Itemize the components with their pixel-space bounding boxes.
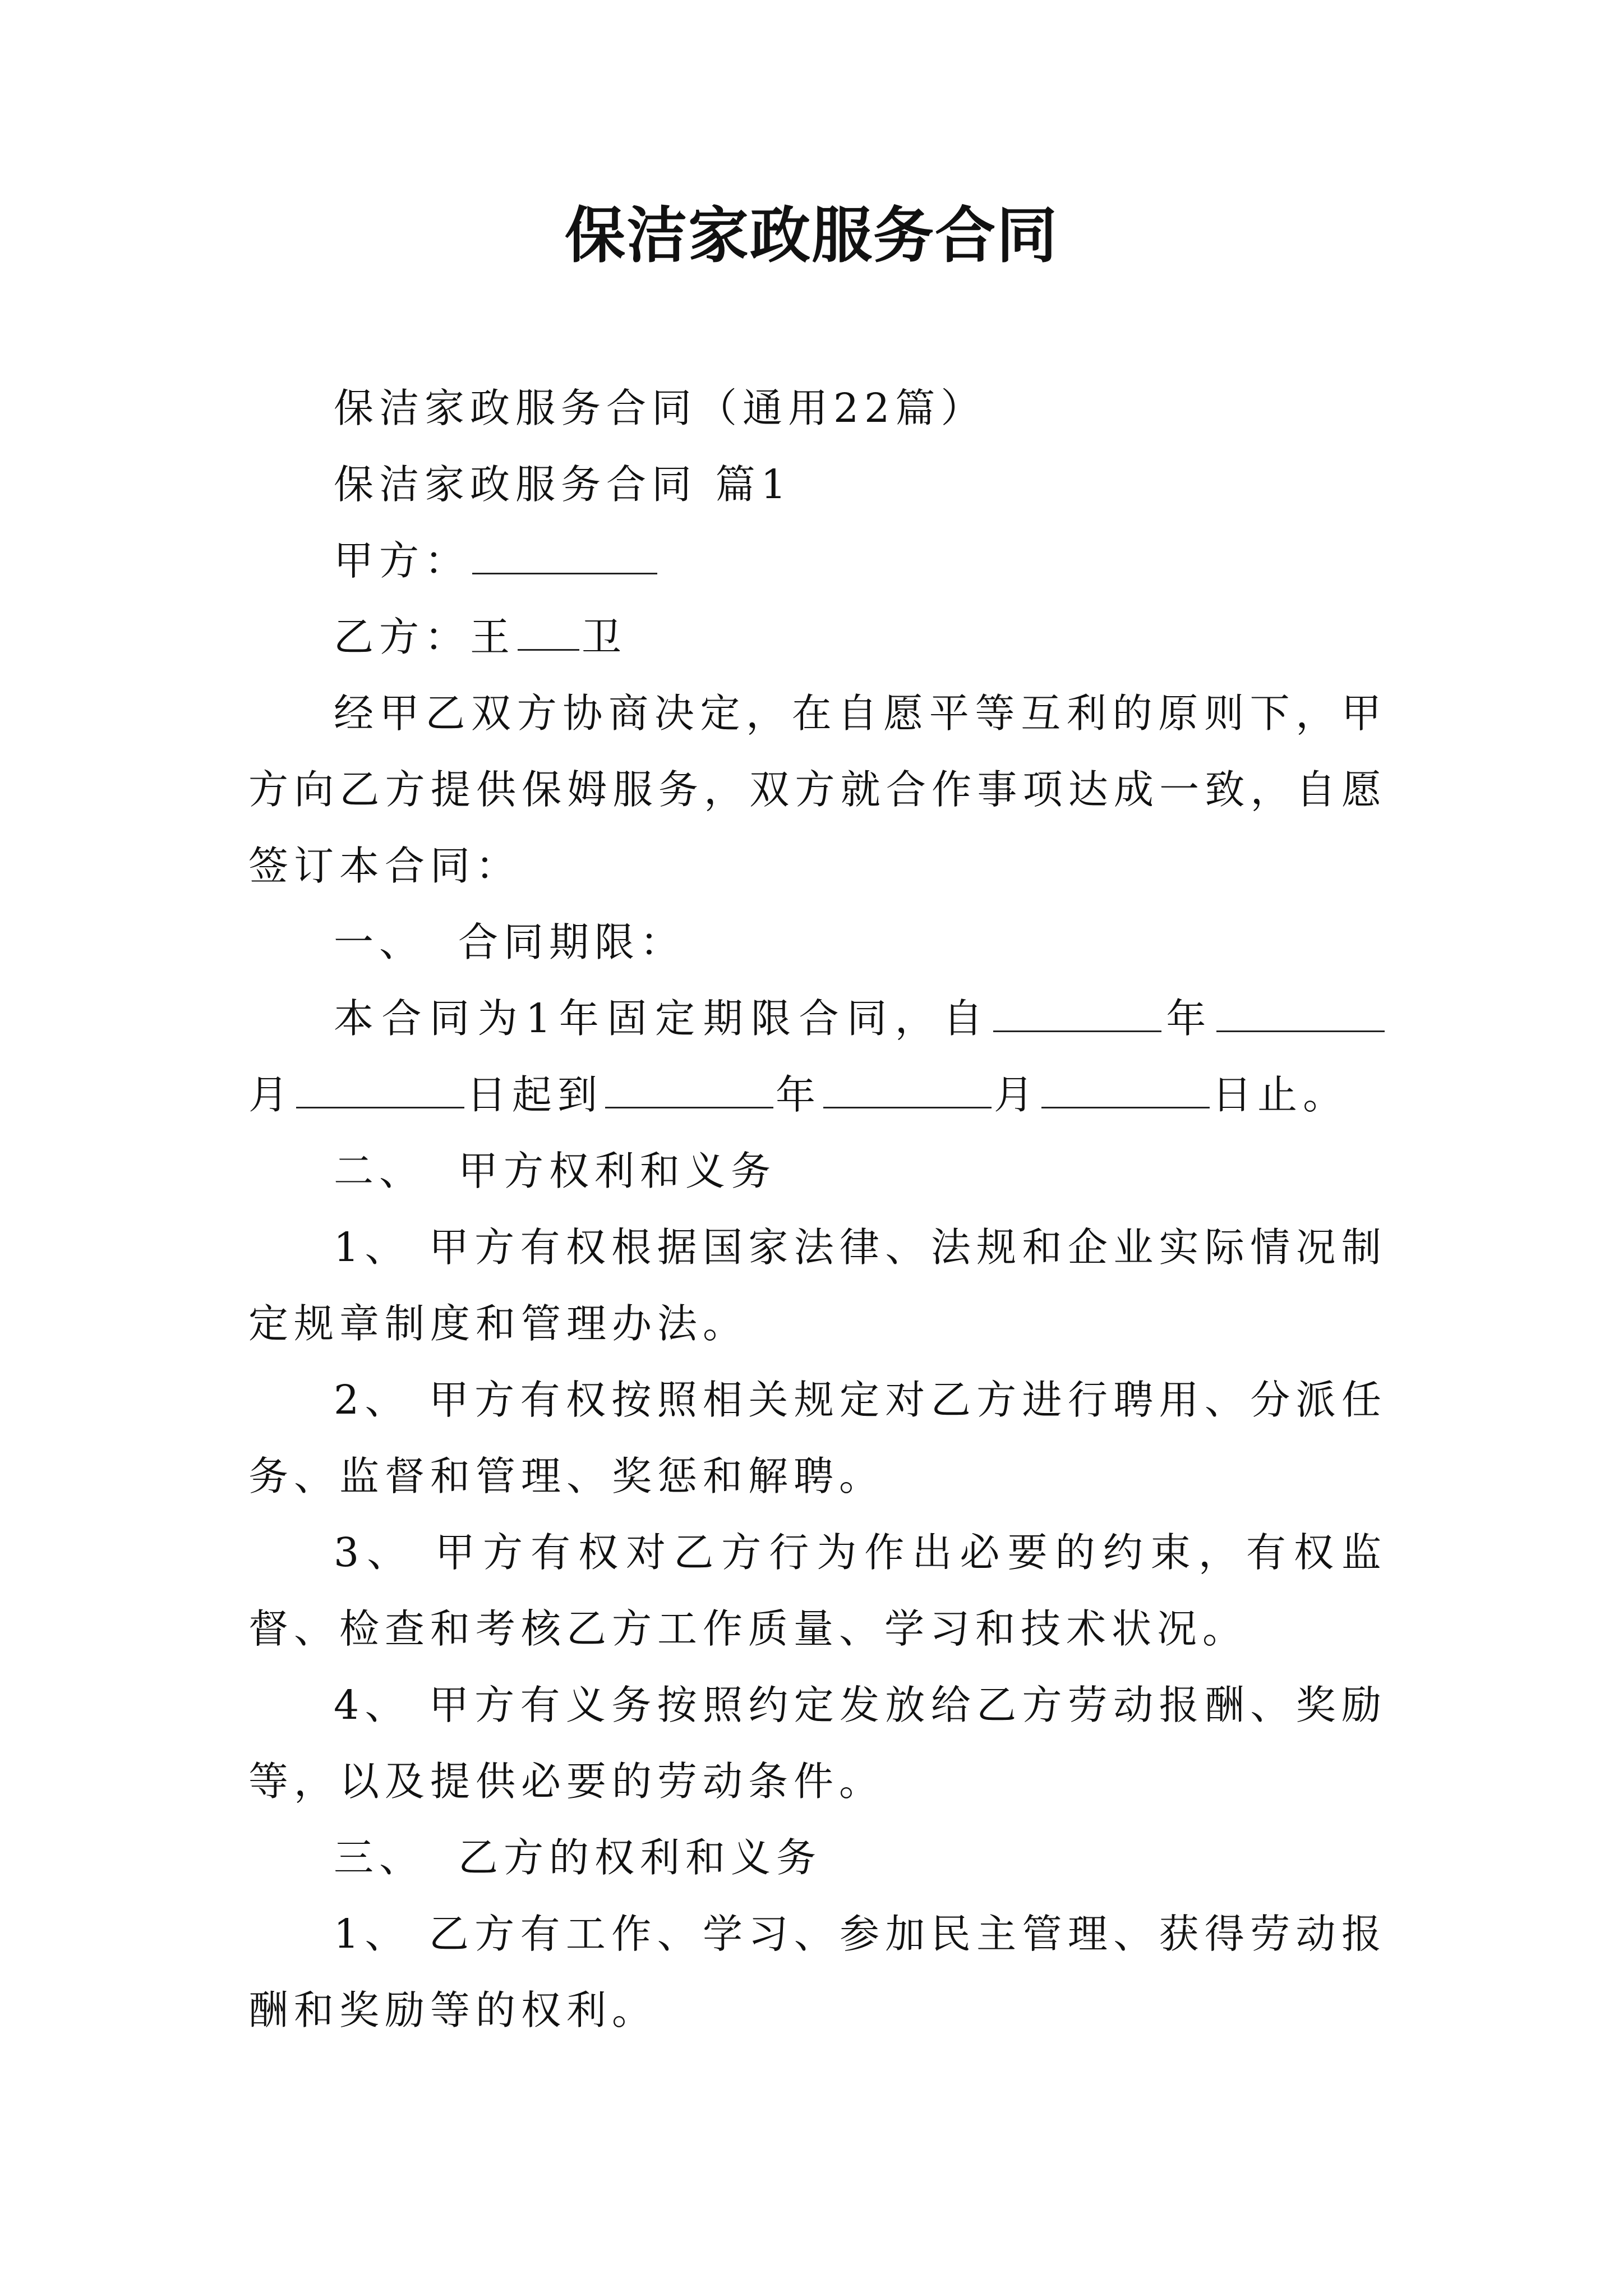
document-title: 保洁家政服务合同	[564, 200, 1058, 271]
section-3-item: 1、 乙方有工作、学习、参加民主管理、获得劳动报酬和奖励等的权利。	[248, 1911, 1387, 2033]
term-month-2: 月	[994, 1071, 1040, 1118]
section-3-title: 乙方的权利和义务	[458, 1834, 822, 1881]
section-2-item: 1、 甲方有权根据国家法律、法规和企业实际情况制定规章制度和管理办法。	[248, 1224, 1387, 1347]
party-a-line	[248, 523, 1387, 599]
party-b-label: 乙方：	[334, 614, 471, 660]
section-2-item: 4、 甲方有义务按照约定发放给乙方劳动报酬、奖励等，以及提供必要的劳动条件。	[248, 1682, 1387, 1805]
section-2-item: 3、 甲方有权对乙方行为作出必要的约束，有权监督、检查和考核乙方工作质量、学习和技术状况。	[248, 1529, 1387, 1652]
term-month-1: 月	[248, 1071, 294, 1118]
party-b-name-blank	[518, 618, 579, 651]
party-b-line	[248, 599, 1387, 675]
section-2-number: 二、	[334, 1148, 425, 1194]
start-year-blank	[993, 999, 1161, 1032]
end-day-blank	[1041, 1075, 1210, 1108]
section-1-heading	[248, 904, 1387, 981]
end-month-blank	[823, 1075, 992, 1108]
party-b-name-first: 王	[470, 614, 516, 660]
term-year-2: 年	[776, 1071, 822, 1118]
document-subtitle: 保洁家政服务合同（通用22篇）	[334, 385, 986, 431]
start-day-blank	[296, 1075, 464, 1108]
party-a-blank	[472, 541, 657, 574]
section-2-heading	[248, 1133, 1387, 1209]
section-title: 保洁家政服务合同 篇1	[334, 461, 792, 508]
term-year-1: 年	[1163, 995, 1214, 1042]
party-a-label: 甲方：	[334, 537, 471, 584]
term-paragraph	[248, 981, 1387, 1133]
term-prefix: 本合同为1年固定期限合同，自	[334, 995, 991, 1042]
start-month-blank	[1216, 999, 1385, 1032]
document-body	[248, 370, 1387, 2049]
section-2-title: 甲方权利和义务	[458, 1148, 777, 1194]
end-year-blank	[605, 1075, 773, 1108]
party-b-name-last: 卫	[582, 614, 628, 660]
section-3-heading	[248, 1820, 1387, 1896]
section-1-title: 合同期限：	[458, 919, 686, 965]
section-2-item: 2、 甲方有权按照相关规定对乙方进行聘用、分派任务、监督和管理、奖惩和解聘。	[248, 1377, 1387, 1499]
term-day-start: 日起到	[467, 1071, 603, 1118]
term-day-end: 日止。	[1212, 1071, 1349, 1118]
section-3-number: 三、	[334, 1834, 425, 1881]
intro-paragraph: 经甲乙双方协商决定，在自愿平等互利的原则下，甲方向乙方提供保姆服务，双方就合作事项达成一致，自愿签订本合同：	[248, 690, 1387, 889]
section-1-number: 一、	[334, 919, 425, 965]
